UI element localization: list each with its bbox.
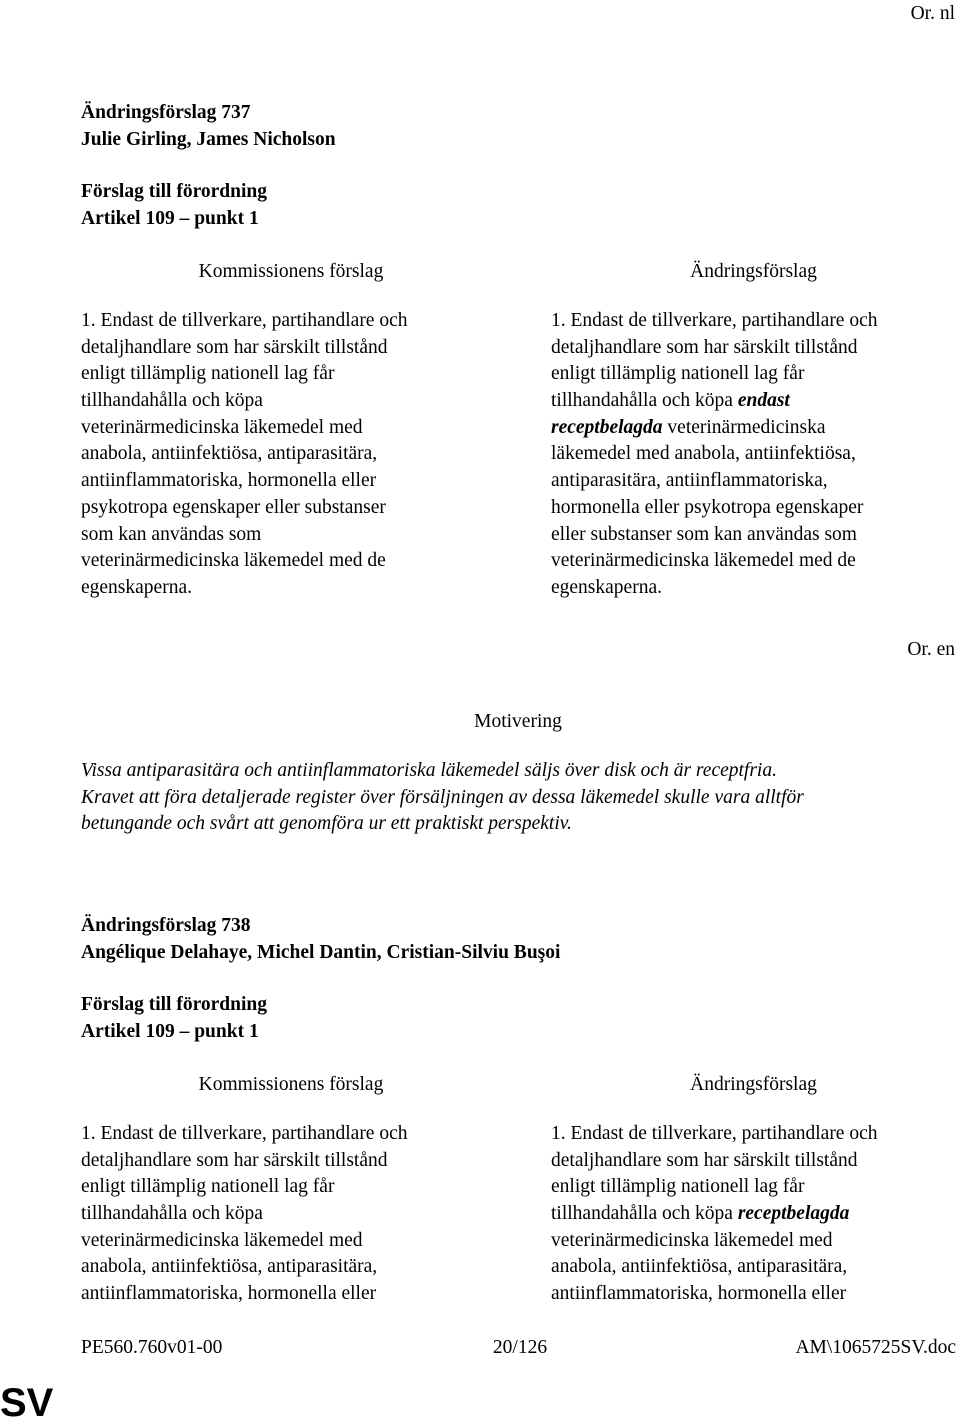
- amendment-heading: Ändringsförslag: [690, 1074, 817, 1095]
- amendment-title: Ändringsförslag 738: [81, 915, 251, 936]
- text-line: detaljhandlare som har särskilt tillstånd: [551, 1149, 858, 1171]
- text-line: detaljhandlare som har särskilt tillstånd: [551, 336, 858, 358]
- text-line: hormonella eller psykotropa egenskaper: [551, 496, 864, 518]
- text-line: antiinflammatoriska, hormonella eller: [81, 1283, 377, 1305]
- text-line: [551, 388, 960, 415]
- text-line: [551, 1201, 960, 1228]
- motivation-line: Kravet att föra detaljerade register över försäljningen av dessa läkemedel skulle vara alltför: [81, 786, 804, 808]
- text-line: tillhandahålla och köpa: [81, 390, 263, 412]
- text-line: anabola, antiinfektiösa, antiparasitära,: [551, 1256, 848, 1278]
- text-line: psykotropa egenskaper eller substanser: [81, 496, 386, 518]
- text-segment: tillhandahålla och köpa: [551, 390, 738, 412]
- file-name: AM\1065725SV.doc: [795, 1337, 956, 1358]
- motivation-line: betungande och svårt att genomföra ur ett praktiskt perspektiv.: [81, 813, 572, 835]
- motivation-text: [81, 758, 960, 838]
- document-reference: PE560.760v01-00: [81, 1337, 223, 1358]
- text-line: antiinflammatoriska, hormonella eller: [551, 1283, 847, 1305]
- text-segment: tillhandahålla och köpa: [551, 1203, 738, 1225]
- motivation-heading: Motivering: [474, 711, 562, 732]
- commission-proposal-text: [81, 308, 501, 602]
- amendment-authors: Julie Girling, James Nicholson: [81, 129, 336, 150]
- text-line: enligt tillämplig nationell lag får: [551, 363, 805, 385]
- amendment-heading: Ändringsförslag: [690, 261, 817, 282]
- amendment-authors: Angélique Delahaye, Michel Dantin, Cristian-Silviu Buşoi: [81, 942, 561, 963]
- added-text: endast: [737, 390, 790, 412]
- text-line: som kan användas som: [81, 523, 262, 545]
- text-line: egenskaperna.: [551, 576, 662, 598]
- text-line: antiparasitära, antiinflammatoriska,: [551, 470, 828, 492]
- article-label: Artikel 109 – punkt 1: [81, 1021, 259, 1042]
- text-line: 1. Endast de tillverkare, partihandlare och: [81, 310, 408, 331]
- page-number: 20/126: [492, 1337, 548, 1358]
- proposal-label: Förslag till förordning: [81, 994, 267, 1015]
- proposal-label: Förslag till förordning: [81, 181, 267, 202]
- article-label: Artikel 109 – punkt 1: [81, 208, 259, 229]
- text-line: veterinärmedicinska läkemedel med: [551, 1229, 833, 1251]
- text-line: enligt tillämplig nationell lag får: [551, 1176, 805, 1198]
- language-code: SV: [0, 1381, 54, 1425]
- amendment-text: [551, 1121, 960, 1308]
- commission-proposal-text: [81, 1121, 501, 1308]
- commission-proposal-heading: Kommissionens förslag: [198, 261, 384, 282]
- motivation-line: Vissa antiparasitära och antiinflammatoriska läkemedel säljs över disk och är receptfria.: [81, 760, 777, 781]
- text-line: läkemedel med anabola, antiinfektiösa,: [551, 443, 856, 465]
- text-line: eller substanser som kan användas som: [551, 523, 857, 545]
- text-line: anabola, antiinfektiösa, antiparasitära,: [81, 443, 378, 465]
- added-text: receptbelagda: [551, 416, 663, 438]
- text-line: enligt tillämplig nationell lag får: [81, 363, 335, 385]
- text-line: veterinärmedicinska läkemedel med de: [551, 550, 856, 572]
- text-line: enligt tillämplig nationell lag får: [81, 1176, 335, 1198]
- amendment-text: [551, 308, 960, 602]
- text-line: antiinflammatoriska, hormonella eller: [81, 470, 377, 492]
- text-line: [551, 415, 960, 442]
- original-language-label: Or. en: [907, 639, 955, 660]
- text-line: veterinärmedicinska läkemedel med: [81, 1229, 363, 1251]
- text-line: detaljhandlare som har särskilt tillstånd: [81, 1149, 388, 1171]
- text-line: tillhandahålla och köpa: [81, 1203, 263, 1225]
- text-segment: veterinärmedicinska: [662, 416, 826, 438]
- commission-proposal-heading: Kommissionens förslag: [198, 1074, 384, 1095]
- text-line: 1. Endast de tillverkare, partihandlare och: [551, 1123, 878, 1144]
- amendment-title: Ändringsförslag 737: [81, 102, 251, 123]
- text-line: anabola, antiinfektiösa, antiparasitära,: [81, 1256, 378, 1278]
- original-language-label: Or. nl: [910, 3, 955, 24]
- text-line: veterinärmedicinska läkemedel med: [81, 416, 363, 438]
- text-line: detaljhandlare som har särskilt tillstånd: [81, 336, 388, 358]
- added-text: receptbelagda: [737, 1203, 850, 1225]
- text-line: veterinärmedicinska läkemedel med de: [81, 550, 386, 572]
- text-line: 1. Endast de tillverkare, partihandlare och: [551, 310, 878, 331]
- text-line: 1. Endast de tillverkare, partihandlare och: [81, 1123, 408, 1144]
- text-line: egenskaperna.: [81, 576, 192, 598]
